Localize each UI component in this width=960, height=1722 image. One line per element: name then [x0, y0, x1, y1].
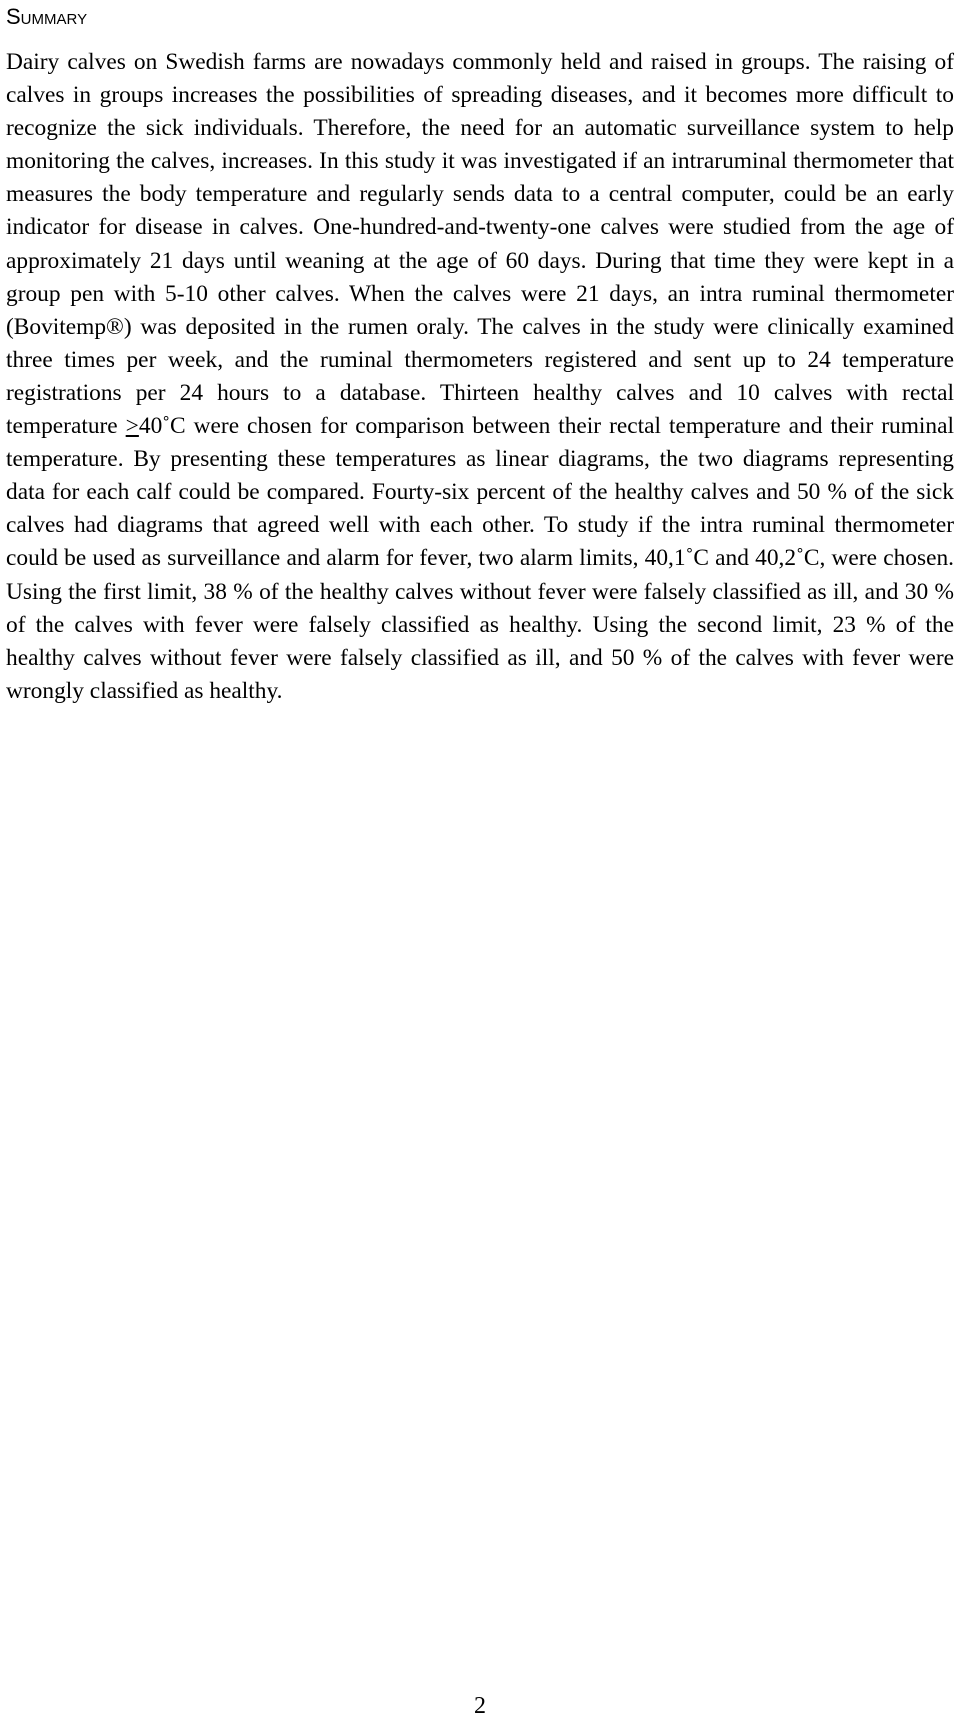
summary-text-part-2: 40˚C were chosen for comparison between their rectal temperature and their ruminal temperature. By presenting these temperatures as linear diagrams, the two diagrams representing data for each calf could be compared. Fourty-six percent of the healthy calves and 50 % of the sick calves had diagrams that agreed well with each other. To study if the intra ruminal thermometer could be used as surveillance and alarm for fever, two alarm limits, 40,1˚C and 40,2˚C, were chosen. Using the first limit, 38 % of the healthy calves without fever were falsely classified as ill, and 30 % of the calves with fever were falsely classified as healthy. Using the second limit, 23 % of the healthy calves without fever were falsely classified as ill, and 50 % of the calves with fever were wrongly classified as healthy. [6, 413, 954, 704]
summary-text-part-1: Dairy calves on Swedish farms are nowadays commonly held and raised in groups. The raising of calves in groups increases the possibilities of spreading diseases, and it becomes more difficult to recognize the sick individuals. Therefore, the need for an automatic surveillance system to help monitoring the calves, increases. In this study it was investigated if an intraruminal thermometer that measures the body temperature and regularly sends data to a central computer, could be an early indicator for disease in calves. One-hundred-and-twenty-one calves were studied from the age of approximately 21 days until weaning at the age of 60 days. During that time they were kept in a group pen with 5-10 other calves. When the calves were 21 days, an intra ruminal thermometer (Bovitemp®) was deposited in the rumen oraly. The calves in the study were clinically examined three times per week, and the ruminal thermometers registered and sent up to 24 temperature registrations per 24 hours to a database. Thirteen healthy calves and 10 calves with rectal temperature [6, 49, 954, 440]
page-number: 2 [474, 1693, 486, 1719]
greater-than-or-equal-symbol: > [125, 413, 139, 440]
summary-paragraph [6, 46, 954, 708]
section-heading: Summary [6, 4, 88, 29]
